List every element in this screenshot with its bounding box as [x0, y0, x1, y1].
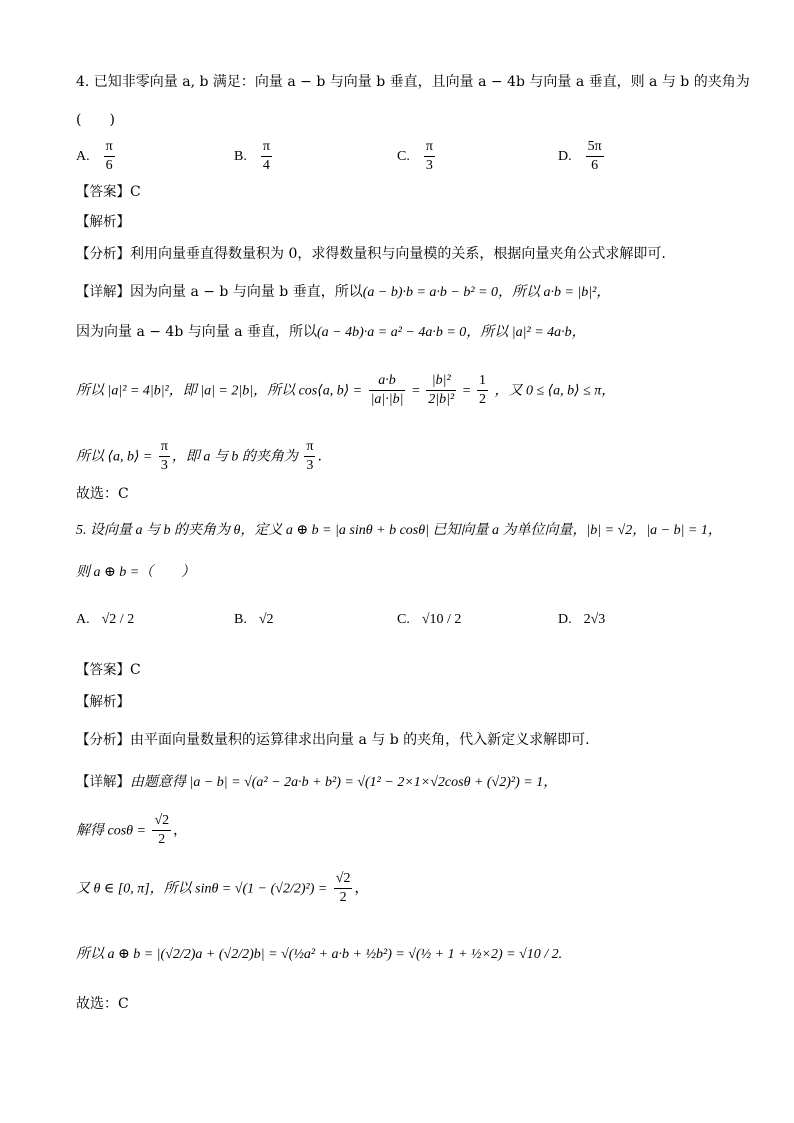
option-value: √10 / 2 — [421, 612, 462, 627]
answer-value: C — [130, 184, 141, 200]
detail-math: 又 θ ∈ [0, π]，所以 sinθ = √(1 − (√2/2)²) = — [76, 881, 328, 897]
option-value: √2 / 2 — [101, 612, 135, 627]
option-denominator: 4 — [262, 158, 270, 173]
fenxi-tag: 【分析】 — [76, 732, 130, 748]
fraction-denominator: |a|·|b| — [370, 392, 404, 407]
option-letter: D. — [558, 148, 572, 164]
q4-fenxi — [76, 244, 666, 264]
fraction-denominator: 2 — [479, 392, 487, 407]
stem-text: 5. 设向量 a 与 b 的夹角为 θ，定义 a ⊕ b = |a sinθ + b cosθ| 已知向量 a 为单位向量，|b| = √2，|a − b| = 1， — [76, 523, 722, 538]
answer-value: C — [130, 662, 141, 678]
q5-analysis-tag — [76, 692, 130, 712]
fraction-numerator: π — [159, 438, 170, 457]
q5-stem — [76, 520, 722, 541]
option-letter: D. — [558, 612, 572, 627]
option-letter: C. — [397, 612, 410, 627]
fraction-denominator: 2 — [339, 890, 347, 905]
detail-math: ，即 a 与 b 的夹角为 — [171, 449, 298, 465]
option-numerator: π — [104, 138, 115, 157]
answer-tag: 【答案】 — [76, 662, 130, 678]
fraction-numerator: √2 — [152, 812, 171, 831]
xiangjie-tag: 【详解】 — [76, 774, 130, 790]
detail-math: (a − b)·b = a·b − b² = 0，所以 a·b = |b|²， — [362, 285, 611, 300]
q4-detail-3: 所以 |a|² = 4|b|²，即 |a| = 2|b|，所以 cos⟨a, b⟩ = $\frac{a\cdot b}{|a|\cdot|b|}$ = $\frac{\text{|b|²}}{\text{2|b|²}}$ = $\frac{1}{2}$ ，又 0 ≤ ⟨a, b⟩ ≤ π， — [76, 373, 616, 407]
detail-math: 解得 cosθ = — [76, 823, 146, 839]
q4-analysis-tag — [76, 212, 130, 232]
stem-text: 则 a ⊕ b =（ ） — [76, 565, 196, 580]
detail-math: 由题意得 |a − b| = √(a² − 2a·b + b²) = √(1² − 2×1×√2cosθ + (√2)²) = 1， — [130, 775, 558, 790]
xiangjie-tag: 【详解】 — [76, 284, 130, 300]
q4-option-b — [234, 138, 274, 175]
q4-option-a — [76, 138, 117, 175]
q4-option-c — [397, 138, 437, 175]
q5-stem-2 — [76, 562, 195, 583]
fenxi-tag: 【分析】 — [76, 246, 130, 262]
q4-answer-line — [76, 182, 141, 202]
option-letter: B. — [234, 148, 247, 164]
detail-text: 因为向量 a − 4b 与向量 a 垂直，所以 — [76, 324, 317, 340]
option-denominator: 3 — [425, 158, 433, 173]
q4-detail-4 — [76, 438, 322, 476]
comma: ， — [354, 880, 369, 897]
q5-detail-3 — [76, 870, 368, 908]
option-denominator: 6 — [591, 158, 599, 173]
q5-option-b — [234, 612, 274, 628]
fraction-numerator: 1 — [477, 372, 488, 391]
fraction-numerator: π — [304, 438, 315, 457]
q4-option-d — [558, 138, 606, 175]
q5-detail-1 — [76, 772, 557, 793]
q4-detail-1 — [76, 282, 610, 303]
fraction-numerator: |b|² — [426, 372, 456, 391]
option-letter: A. — [76, 148, 90, 164]
fraction-denominator: 2 — [158, 832, 166, 847]
option-value: √2 — [258, 612, 274, 627]
q4-detail-2 — [76, 322, 586, 343]
q5-fenxi — [76, 730, 590, 750]
option-letter: A. — [76, 612, 90, 627]
fraction-numerator: √2 — [334, 870, 353, 889]
q5-option-c — [397, 612, 461, 628]
q5-answer-line — [76, 660, 141, 680]
q5-option-a — [76, 612, 134, 628]
q4-stem: 4. 已知非零向量 a, b 满足：向量 a − b 与向量 b 垂直，且向量 a − 4b 与向量 a 垂直，则 a 与 b 的夹角为 — [76, 74, 750, 90]
option-letter: B. — [234, 612, 247, 627]
option-letter: C. — [397, 148, 410, 164]
fenxi-text: 由平面向量数量积的运算律求出向量 a 与 b 的夹角，代入新定义求解即可. — [130, 732, 590, 748]
analysis-tag: 【解析】 — [76, 214, 130, 230]
option-numerator: 5π — [586, 138, 604, 157]
detail-math: 所以 |a|² = 4|b|²，即 |a| = 2|b|，所以 cos⟨a, b⟩ = — [76, 383, 363, 399]
fraction-denominator: 2|b|² — [428, 392, 455, 407]
fenxi-text: 利用向量垂直得数量积为 0，求得数量积与向量模的关系，根据向量夹角公式求解即可. — [130, 246, 666, 262]
comma: ， — [173, 822, 188, 839]
fraction-denominator: 3 — [160, 458, 168, 473]
detail-math: 所以 a ⊕ b = |(√2/2)a + (√2/2)b| = √(½a² + a·b + ½b²) = √(½ + 1 + ½×2) = √10 / 2. — [76, 947, 563, 962]
detail-text: 因为向量 a − b 与向量 b 垂直，所以 — [130, 284, 363, 300]
detail-math: (a − 4b)·a = a² − 4a·b = 0，所以 |a|² = 4a·b， — [317, 325, 586, 340]
answer-tag: 【答案】 — [76, 184, 130, 200]
q4-answer-paren: ( ) — [76, 112, 115, 128]
detail-math: 所以 ⟨a, b⟩ = — [76, 449, 153, 465]
option-numerator: π — [261, 138, 272, 157]
q5-conclusion: 故选：C — [76, 996, 129, 1012]
analysis-tag: 【解析】 — [76, 694, 130, 710]
fraction-denominator: 3 — [306, 458, 314, 473]
q5-detail-2 — [76, 812, 187, 850]
detail-math: ，又 0 ≤ ⟨a, b⟩ ≤ π， — [494, 383, 616, 399]
option-value: 2√3 — [583, 612, 606, 627]
q4-conclusion: 故选：C — [76, 486, 129, 502]
option-numerator: π — [424, 138, 435, 157]
option-denominator: 6 — [105, 158, 113, 173]
q5-option-d — [558, 612, 605, 628]
period: . — [317, 448, 322, 465]
fraction-numerator: a·b — [369, 372, 406, 391]
q5-detail-4 — [76, 944, 562, 965]
